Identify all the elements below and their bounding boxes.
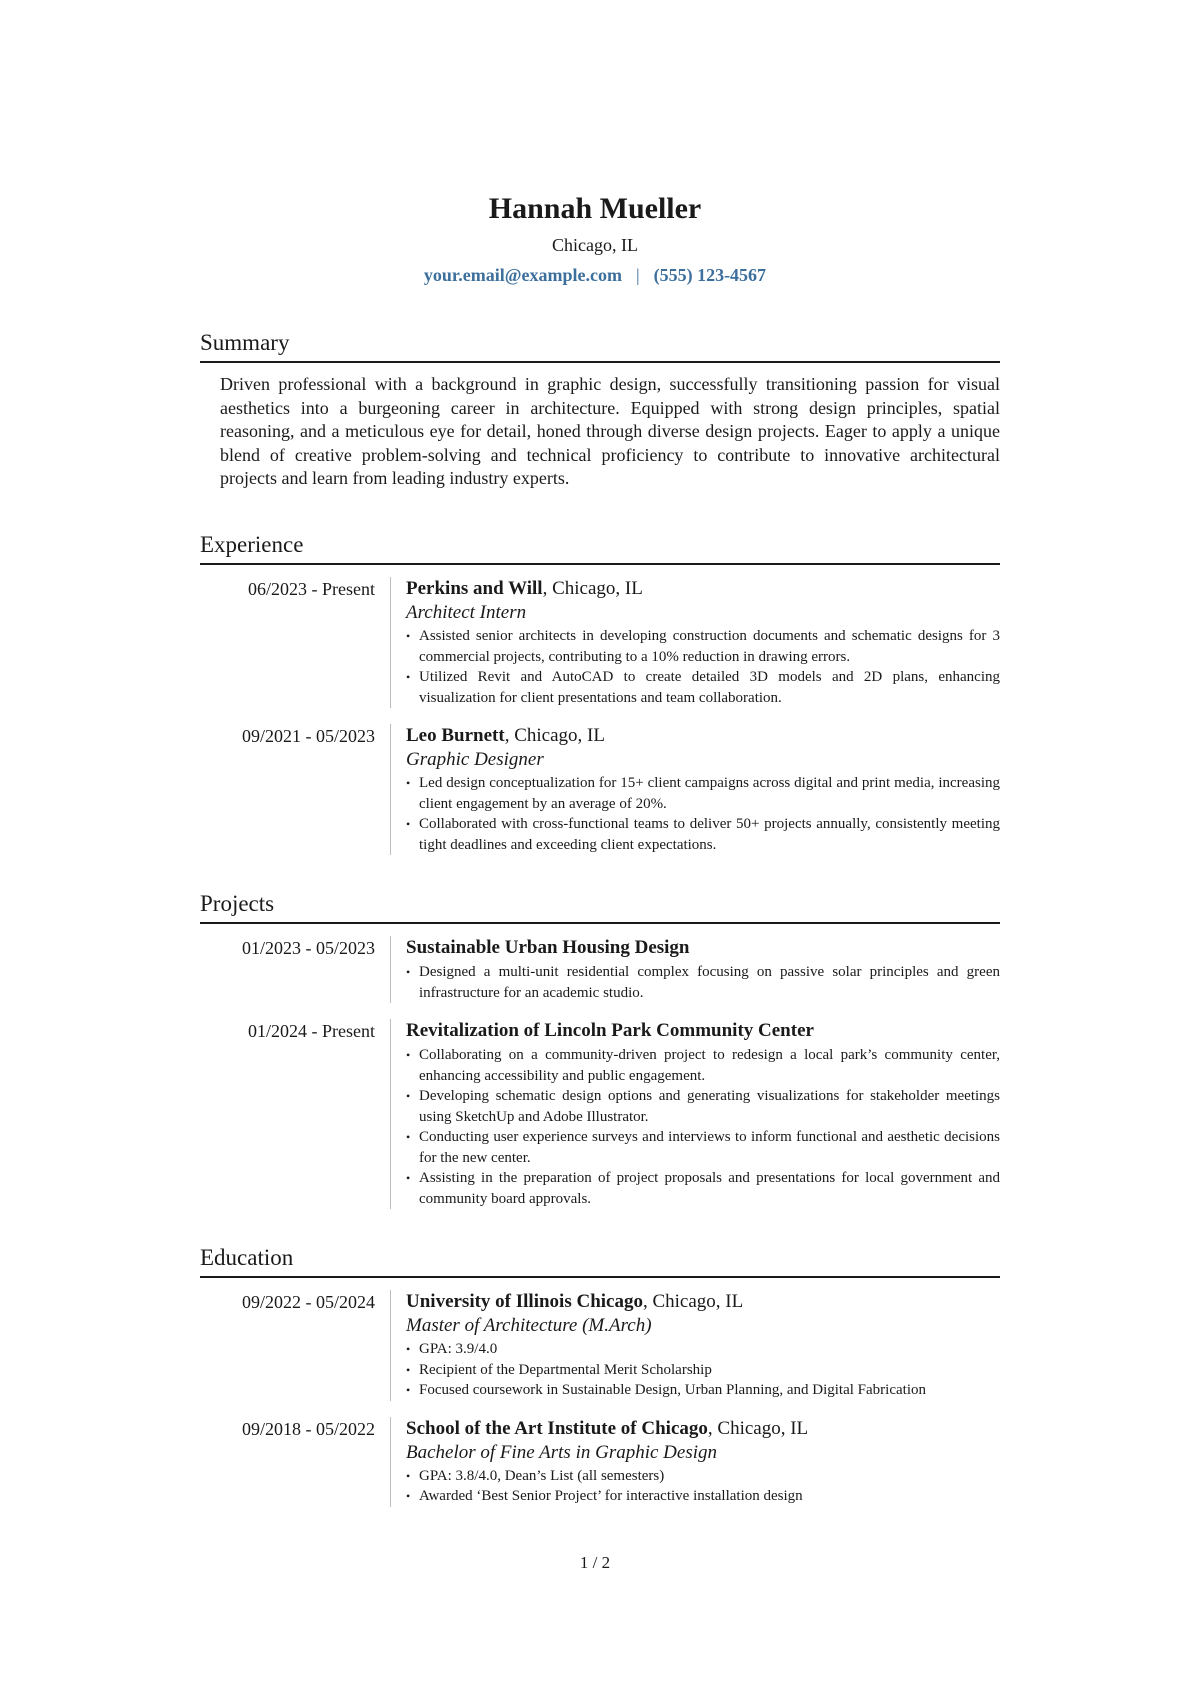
entry-body xyxy=(390,1290,1000,1401)
project-entry xyxy=(200,936,1000,1003)
contact-separator: | xyxy=(635,265,640,285)
candidate-location: Chicago, IL xyxy=(552,235,638,255)
employer-name: Leo Burnett xyxy=(406,725,505,746)
entry-body xyxy=(390,577,1000,708)
page-number: 1 / 2 xyxy=(579,1553,611,1572)
bullet-list xyxy=(406,962,1000,1003)
employer-location: , Chicago, IL xyxy=(542,578,643,599)
bullet-item: • Assisting in the preparation of project proposals and presentations for local government and community board approvals. xyxy=(406,1168,1000,1209)
bullet-item: • Designed a multi-unit residential complex focusing on passive solar principles and green infrastructure for an academic studio. xyxy=(406,962,1000,1003)
entry-heading xyxy=(406,577,1000,601)
bullet-item: • Developing schematic design options and generating visualizations for stakeholder meetings using SketchUp and Adobe Illustrator. xyxy=(406,1086,1000,1127)
experience-entry xyxy=(200,724,1000,855)
project-entry xyxy=(200,1019,1000,1209)
bullet-list xyxy=(406,1045,1000,1209)
entry-body xyxy=(390,1019,1000,1209)
entry-heading xyxy=(406,1290,1000,1314)
summary-section xyxy=(200,328,1000,491)
summary-text: Driven professional with a background in graphic design, successfully transitioning passion for visual aesthetics into a burgeoning career in architecture. Equipped with strong design principles, spatial reasoning, and a meticulous eye for detail, honed through diverse design projects. Eager to apply a unique blend of creative problem-solving and technical proficiency to contribute to innovative architectural projects and learn from leading industry experts. xyxy=(220,374,1000,488)
job-title: Architect Intern xyxy=(406,602,527,623)
section-title-experience: Experience xyxy=(200,530,1000,565)
candidate-name: Hannah Mueller xyxy=(488,192,702,225)
education-entry xyxy=(200,1290,1000,1401)
section-title-summary: Summary xyxy=(200,328,1000,363)
entry-date: 06/2023 - Present xyxy=(248,579,375,599)
education-entry xyxy=(200,1417,1000,1507)
email-link[interactable]: your.email@example.com xyxy=(423,265,622,285)
bullet-item: • Assisted senior architects in developing construction documents and schematic designs for 3 commercial projects, contributing to a 10% reduction in drawing errors. xyxy=(406,626,1000,667)
entry-body xyxy=(390,1417,1000,1507)
bullet-item: • Collaborating on a community-driven project to redesign a local park’s community center, enhancing accessibility and public engagement. xyxy=(406,1045,1000,1086)
contact-line xyxy=(0,262,1190,288)
bullet-item: • Focused coursework in Sustainable Design, Urban Planning, and Digital Fabrication xyxy=(406,1380,1000,1401)
section-title-projects: Projects xyxy=(200,889,1000,924)
entry-date: 01/2023 - 05/2023 xyxy=(242,938,375,958)
entry-heading xyxy=(406,1417,1000,1441)
entry-body xyxy=(390,724,1000,855)
entry-date: 09/2021 - 05/2023 xyxy=(242,726,375,746)
bullet-item: • Conducting user experience surveys and interviews to inform functional and aesthetic decisions for the new center. xyxy=(406,1127,1000,1168)
degree-title: Master of Architecture (M.Arch) xyxy=(406,1315,652,1336)
experience-entry xyxy=(200,577,1000,708)
project-name: Sustainable Urban Housing Design xyxy=(406,937,690,958)
entry-heading xyxy=(406,724,1000,748)
experience-section xyxy=(200,530,1000,855)
school-name: School of the Art Institute of Chicago xyxy=(406,1417,708,1439)
bullet-item: • GPA: 3.8/4.0, Dean’s List (all semesters) xyxy=(406,1466,1000,1487)
entry-heading xyxy=(406,1019,1000,1043)
projects-section xyxy=(200,889,1000,1209)
bullet-list xyxy=(406,1466,1000,1507)
employer-location: , Chicago, IL xyxy=(504,725,605,746)
phone-link[interactable]: (555) 123-4567 xyxy=(653,265,767,285)
school-name: University of Illinois Chicago xyxy=(406,1291,643,1312)
resume-header xyxy=(0,190,1190,288)
job-title: Graphic Designer xyxy=(406,749,544,770)
bullet-item: • Utilized Revit and AutoCAD to create detailed 3D models and 2D plans, enhancing visualization for client presentations and team collaboration. xyxy=(406,667,1000,708)
bullet-item: • Awarded ‘Best Senior Project’ for interactive installation design xyxy=(406,1486,1000,1507)
bullet-item: • GPA: 3.9/4.0 xyxy=(406,1339,1000,1360)
bullet-list xyxy=(406,1339,1000,1401)
project-name: Revitalization of Lincoln Park Community Center xyxy=(406,1020,814,1041)
education-section xyxy=(200,1243,1000,1507)
bullet-list xyxy=(406,626,1000,708)
bullet-list xyxy=(406,773,1000,855)
bullet-item: • Recipient of the Departmental Merit Scholarship xyxy=(406,1360,1000,1381)
entry-date: 01/2024 - Present xyxy=(248,1021,375,1041)
school-location: , Chicago, IL xyxy=(642,1291,744,1312)
degree-title: Bachelor of Fine Arts in Graphic Design xyxy=(406,1441,718,1463)
entry-date: 09/2018 - 05/2022 xyxy=(242,1418,375,1439)
bullet-item: • Collaborated with cross-functional teams to deliver 50+ projects annually, consistently meeting tight deadlines and exceeding client expectations. xyxy=(406,814,1000,855)
school-location: , Chicago, IL xyxy=(707,1417,809,1439)
section-title-education: Education xyxy=(200,1243,1000,1278)
entry-heading xyxy=(406,936,1000,960)
employer-name: Perkins and Will xyxy=(406,578,543,599)
bullet-item: • Led design conceptualization for 15+ client campaigns across digital and print media, increasing client engagement by an average of 20%. xyxy=(406,773,1000,814)
entry-date: 09/2022 - 05/2024 xyxy=(242,1292,375,1312)
entry-body xyxy=(390,936,1000,1003)
